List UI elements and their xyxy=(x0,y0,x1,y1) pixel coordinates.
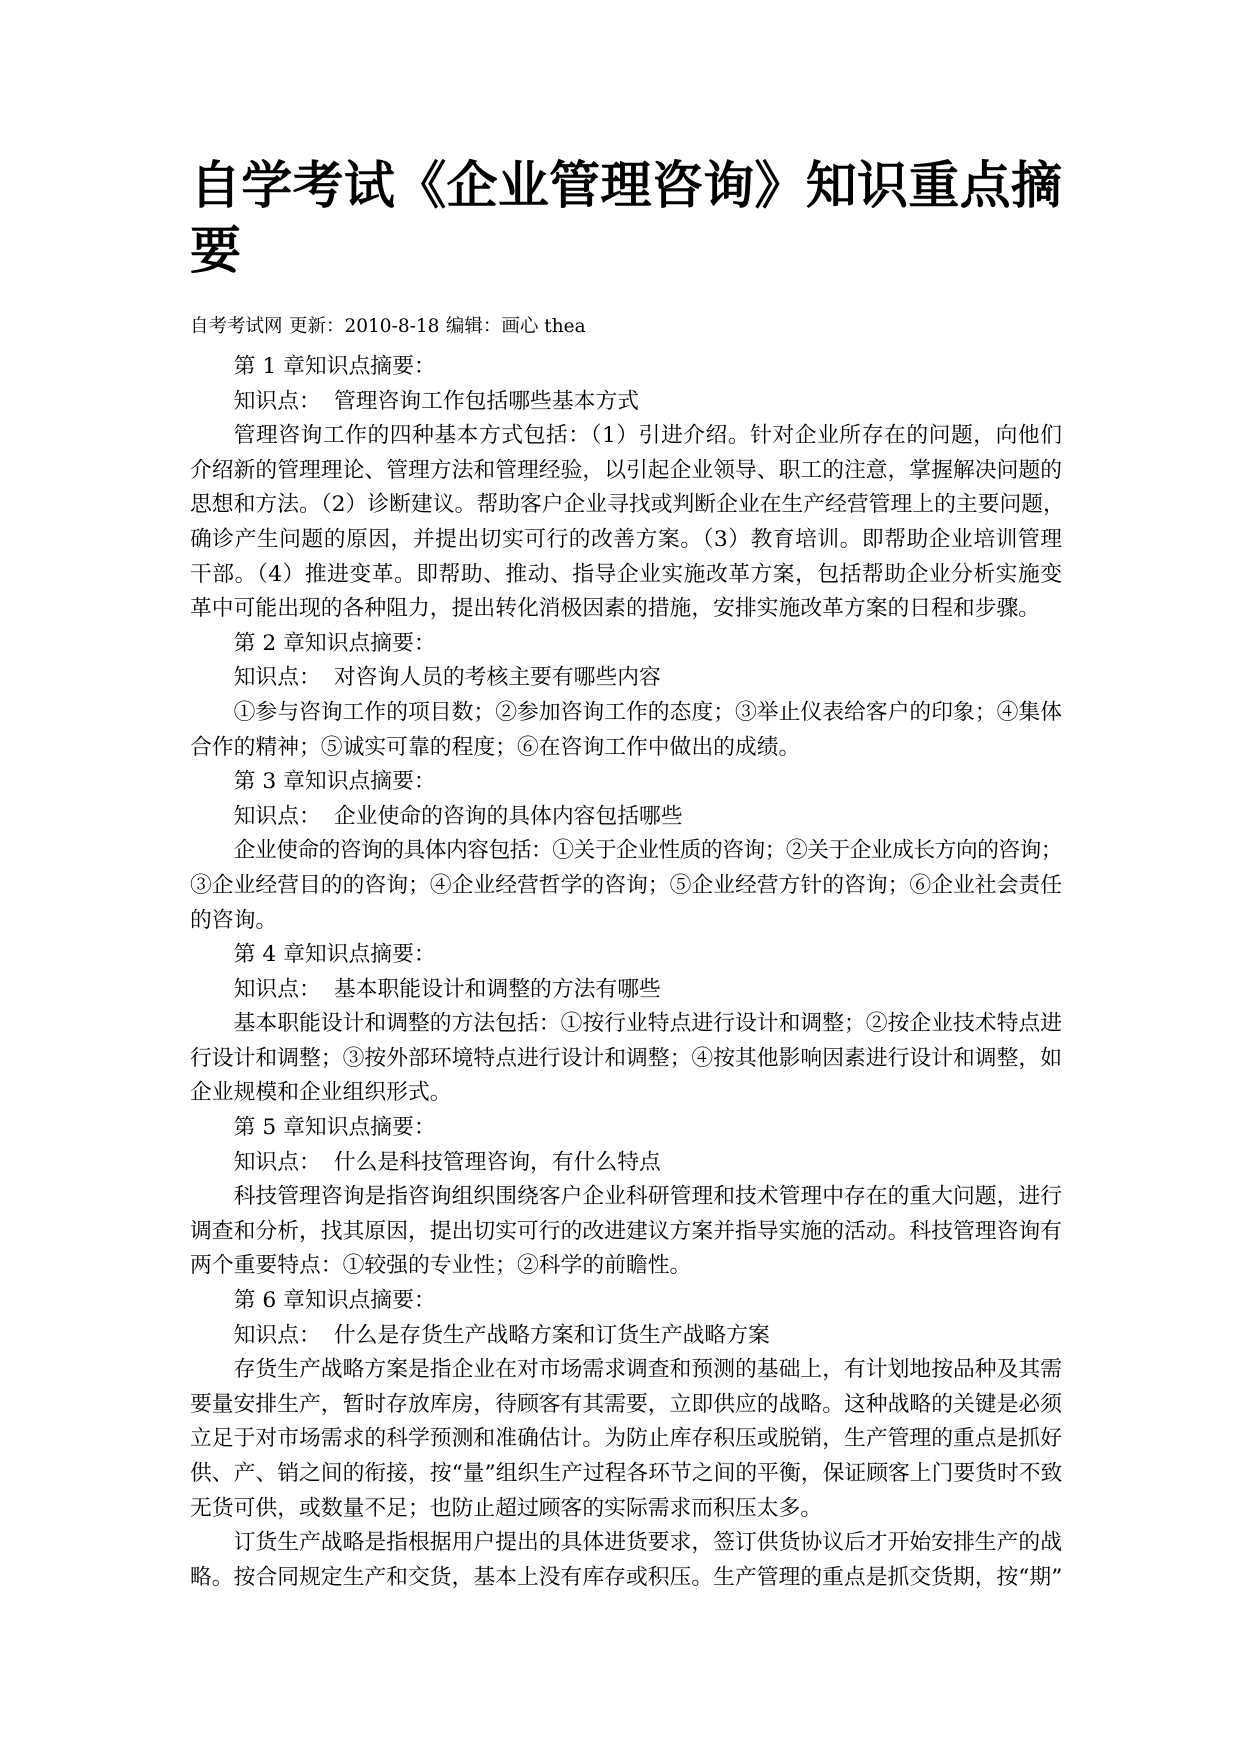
paragraph-line: 调查和分析，找其原因，提出切实可行的改进建议方案并指导实施的活动。科技管理咨询有 xyxy=(190,1218,1062,1244)
paragraph xyxy=(190,834,1062,938)
knowledge-point-question: 对咨询人员的考核主要有哪些内容 xyxy=(333,665,661,691)
paragraph xyxy=(190,419,1065,627)
paragraph-line: ③企业经营目的的咨询；④企业经营哲学的咨询；⑤企业经营方针的咨询；⑥企业社会责任 xyxy=(190,872,1062,898)
chapter-section xyxy=(190,350,1065,627)
knowledge-point-question: 什么是科技管理咨询，有什么特点 xyxy=(333,1149,661,1175)
chapter-section xyxy=(190,1111,1062,1284)
paragraph-line: 科技管理咨询是指咨询组织围绕客户企业科研管理和技术管理中存在的重大问题，进行 xyxy=(233,1184,1062,1210)
paragraph-line: 存货生产战略方案是指企业在对市场需求调查和预测的基础上，有计划地按品种及其需 xyxy=(233,1357,1062,1383)
editor-name: 画心 thea xyxy=(501,316,586,337)
paragraph-line: 两个重要特点：①较强的专业性；②科学的前瞻性。 xyxy=(190,1253,692,1279)
updated-date: 2010-8-18 xyxy=(344,316,440,337)
knowledge-point xyxy=(190,973,1062,1008)
knowledge-point xyxy=(190,1319,1062,1354)
paragraph-line: 企业使命的咨询的具体内容包括：①关于企业性质的咨询；②关于企业成长方向的咨询； xyxy=(233,838,1062,864)
paragraph-line: 供、产、销之间的衔接，按“量”组织生产过程各环节之间的平衡，保证顾客上门要货时不致 xyxy=(190,1461,1063,1486)
paragraph-line: 行设计和调整；③按外部环境特点进行设计和调整；④按其他影响因素进行设计和调整，如 xyxy=(190,1045,1062,1071)
chapter-section xyxy=(190,938,1062,1111)
updated-label: 更新： xyxy=(288,316,345,337)
chapter-section xyxy=(190,627,1062,765)
article-body xyxy=(190,350,1065,1595)
knowledge-point-question: 企业使命的咨询的具体内容包括哪些 xyxy=(333,803,683,829)
paragraph-line: 无货可供，或数量不足；也防止超过顾客的实际需求而积压太多。 xyxy=(190,1495,823,1521)
paragraph-line: 确诊产生问题的原因，并提出切实可行的改善方案。（3）教育培训。即帮助企业培训管理 xyxy=(190,526,1062,552)
paragraph xyxy=(190,1180,1062,1284)
paragraph-line: 干部。（4）推进变革。即帮助、推动、指导企业实施改革方案，包括帮助企业分析实施变 xyxy=(190,561,1062,587)
paragraph-line: 合作的精神；⑤诚实可靠的程度；⑥在咨询工作中做出的成绩。 xyxy=(190,734,801,760)
page-title: 自学考试《企业管理咨询》知识重点摘要 xyxy=(190,156,1062,281)
chapter-section xyxy=(190,1284,1062,1595)
knowledge-point-question: 什么是存货生产战略方案和订货生产战略方案 xyxy=(333,1322,770,1348)
knowledge-point-label: 知识点： xyxy=(233,1322,321,1348)
chapter-section xyxy=(190,765,1062,938)
knowledge-point xyxy=(190,661,1062,696)
paragraph-line: 革中可能出现的各种阻力，提出转化消极因素的措施，安排实施改革方案的日程和步骤。 xyxy=(190,596,1041,622)
knowledge-point xyxy=(190,1146,1062,1181)
paragraph-line: ①参与咨询工作的项目数；②参加咨询工作的态度；③举止仪表给客户的印象；④集体 xyxy=(233,699,1062,725)
paragraph-line: 立足于对市场需求的科学预测和准确估计。为防止库存积压或脱销，生产管理的重点是抓好 xyxy=(190,1426,1062,1452)
knowledge-point-label: 知识点： xyxy=(233,976,321,1002)
knowledge-point-label: 知识点： xyxy=(233,803,321,829)
paragraph-line: 略。按合同规定生产和交货，基本上没有库存或积压。生产管理的重点是抓交货期，按“期” xyxy=(190,1564,1063,1590)
chapter-heading: 第 3 章知识点摘要： xyxy=(233,769,436,795)
article-meta xyxy=(190,314,586,340)
knowledge-point-question: 管理咨询工作包括哪些基本方式 xyxy=(333,388,640,414)
knowledge-point-question: 基本职能设计和调整的方法有哪些 xyxy=(333,976,661,1002)
paragraph-line: 订货生产战略是指根据用户提出的具体进货要求，签订供货协议后才开始安排生产的战 xyxy=(233,1530,1062,1556)
knowledge-point-label: 知识点： xyxy=(233,388,321,414)
paragraph-line: 企业规模和企业组织形式。 xyxy=(190,1080,452,1106)
paragraph-line: 基本职能设计和调整的方法包括：①按行业特点进行设计和调整；②按企业技术特点进 xyxy=(233,1011,1062,1037)
knowledge-point xyxy=(190,385,1062,420)
knowledge-point-label: 知识点： xyxy=(233,665,321,691)
paragraph-line: 的咨询。 xyxy=(190,907,278,933)
paragraph-line: 管理咨询工作的四种基本方式包括：（1）引进介绍。针对企业所存在的问题，向他们 xyxy=(233,423,1062,449)
paragraph-line: 要量安排生产，暂时存放库房，待顾客有其需要，立即供应的战略。这种战略的关键是必须 xyxy=(190,1391,1062,1417)
chapter-heading: 第 2 章知识点摘要： xyxy=(233,630,436,656)
paragraph xyxy=(190,1526,1062,1595)
knowledge-point xyxy=(190,800,1062,835)
paragraph xyxy=(190,1007,1062,1111)
paragraph-line: 介绍新的管理理论、管理方法和管理经验，以引起企业领导、职工的注意，掌握解决问题的 xyxy=(190,457,1062,483)
chapter-heading: 第 5 章知识点摘要： xyxy=(233,1115,436,1141)
paragraph xyxy=(190,696,1062,765)
chapter-heading: 第 1 章知识点摘要： xyxy=(233,354,436,379)
source-name: 自考考试网 xyxy=(190,316,283,337)
editor-label: 编辑： xyxy=(445,316,502,337)
chapter-heading: 第 6 章知识点摘要： xyxy=(233,1288,436,1314)
knowledge-point-label: 知识点： xyxy=(233,1149,321,1175)
chapter-heading: 第 4 章知识点摘要： xyxy=(233,942,436,968)
paragraph-line: 思想和方法。（2）诊断建议。帮助客户企业寻找或判断企业在生产经营管理上的主要问题， xyxy=(190,492,1065,518)
paragraph xyxy=(190,1353,1062,1526)
